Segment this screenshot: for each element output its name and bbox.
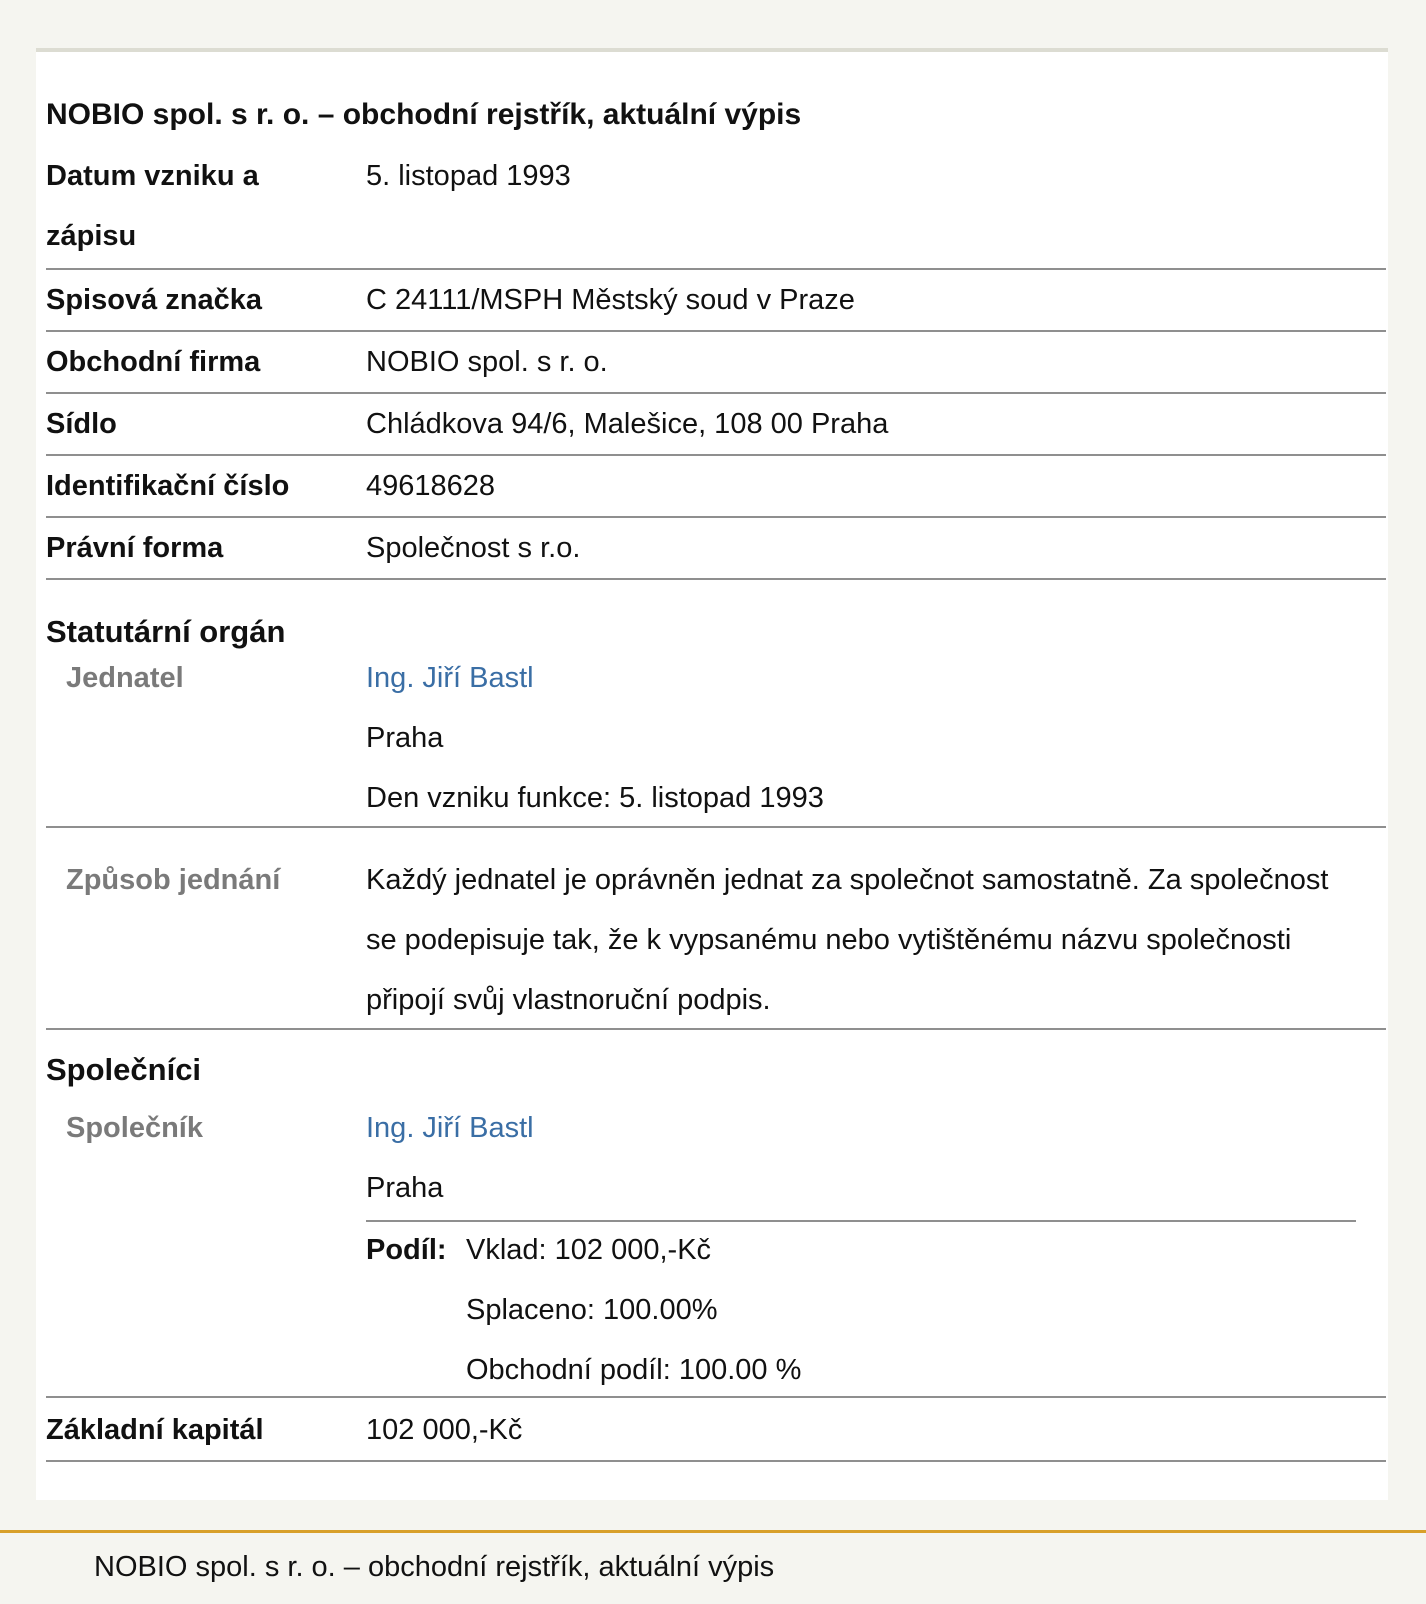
row-identifikacni-cislo	[46, 456, 1386, 518]
row-spisova-znacka	[46, 270, 1386, 332]
row-label: Způsob jednání	[66, 864, 281, 896]
person-link-jednatel[interactable]: Ing. Jiří Bastl	[366, 662, 534, 694]
section-heading-statutarni-organ: Statutární orgán	[46, 614, 286, 649]
row-label: Právní forma	[46, 532, 224, 564]
row-label: Spisová značka	[46, 284, 262, 316]
row-value: 5. listopad 1993	[366, 160, 571, 192]
row-value	[366, 850, 1328, 1030]
row-jednatel	[46, 648, 1386, 828]
row-zakladni-kapital	[46, 1400, 1386, 1462]
share-splaceno: Splaceno: 100.00%	[466, 1294, 718, 1326]
row-datum-vzniku	[46, 146, 1386, 270]
label-line: Datum vzniku a	[46, 160, 259, 192]
function-since: Den vzniku funkce: 5. listopad 1993	[366, 782, 824, 814]
share-vklad: Vklad: 102 000,-Kč	[466, 1234, 712, 1266]
person-link-spolecnik[interactable]: Ing. Jiří Bastl	[366, 1112, 534, 1144]
row-value	[366, 648, 824, 828]
row-value: 102 000,-Kč	[366, 1414, 523, 1446]
row-value: NOBIO spol. s r. o.	[366, 346, 608, 378]
page-title: NOBIO spol. s r. o. – obchodní rejstřík, aktuální výpis	[46, 98, 802, 131]
page-footer	[0, 1530, 1426, 1604]
share-obchodni-podil: Obchodní podíl: 100.00 %	[466, 1354, 802, 1386]
row-label: Základní kapitál	[46, 1414, 264, 1446]
person-city: Praha	[366, 722, 444, 754]
text-line: Každý jednatel je oprávněn jednat za společnot samostatně. Za společnost	[366, 864, 1329, 896]
text-line: připojí svůj vlastnoruční podpis.	[366, 984, 771, 1016]
row-label	[46, 146, 346, 266]
text-line: se podepisuje tak, že k vypsanému nebo vytištěnému názvu společnosti	[366, 924, 1292, 956]
row-zpusob-jednani	[46, 830, 1386, 1030]
person-city: Praha	[366, 1172, 444, 1204]
row-pravni-forma	[46, 518, 1386, 580]
register-extract-card	[36, 48, 1388, 1500]
row-sidlo	[46, 394, 1386, 456]
row-obchodni-firma	[46, 332, 1386, 394]
row-label: Identifikační číslo	[46, 470, 290, 502]
row-value: C 24111/MSPH Městský soud v Praze	[366, 284, 855, 316]
row-label: Jednatel	[66, 662, 184, 694]
row-value	[366, 1098, 534, 1218]
section-heading-spolecnici: Společníci	[46, 1052, 202, 1087]
row-spolecnik	[46, 1098, 1386, 1398]
row-label: Obchodní firma	[46, 346, 261, 378]
label-line: zápisu	[46, 220, 137, 252]
row-label: Sídlo	[46, 408, 117, 440]
share-values	[466, 1220, 801, 1400]
share-label: Podíl:	[366, 1234, 447, 1266]
row-value: 49618628	[366, 470, 496, 502]
footer-title: NOBIO spol. s r. o. – obchodní rejstřík, aktuální výpis	[94, 1551, 775, 1583]
row-value: Chládkova 94/6, Malešice, 108 00 Praha	[366, 408, 889, 440]
row-label: Společník	[66, 1112, 203, 1144]
row-value: Společnost s r.o.	[366, 532, 581, 564]
